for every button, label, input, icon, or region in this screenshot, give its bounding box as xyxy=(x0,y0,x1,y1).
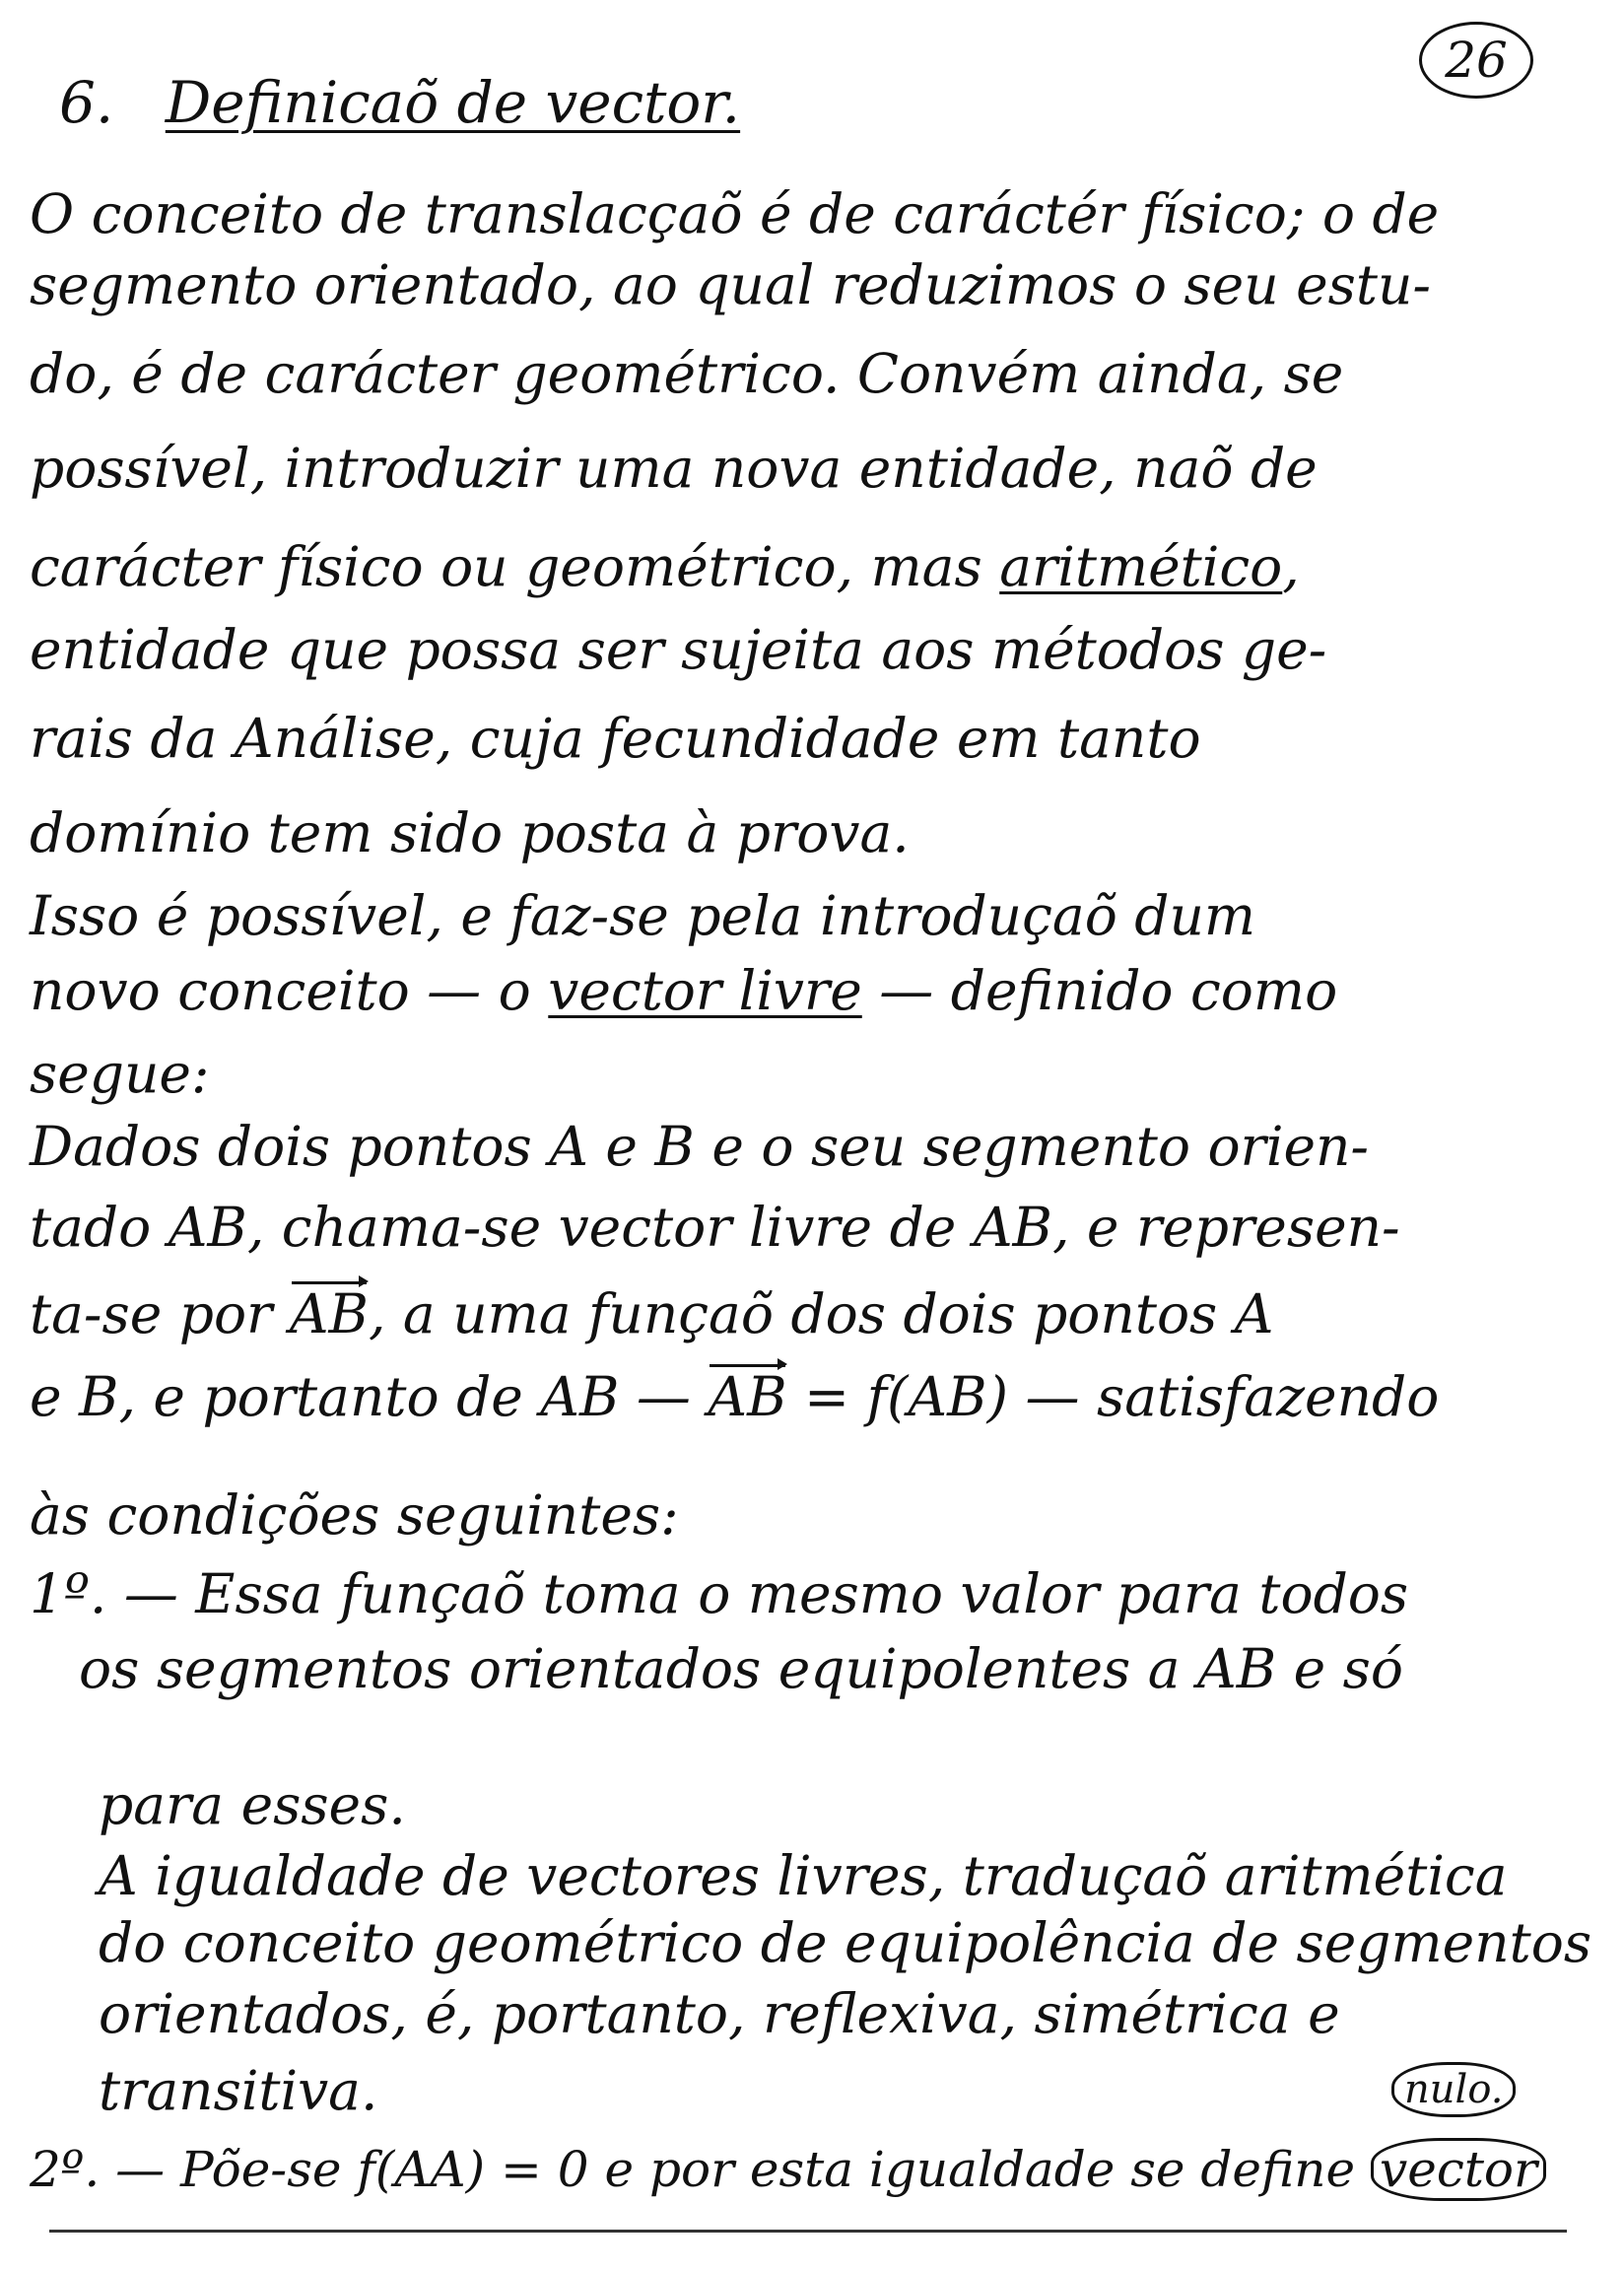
underlined-word-vector-livre: vector livre xyxy=(548,959,862,1022)
text-line-22: orientados, é, portanto, reflexiva, simétrica e xyxy=(99,1982,1340,2045)
text-line-24: 2º. — Põe-se f(AA) = 0 e por esta igualdade se define vector xyxy=(30,2145,1546,2194)
text-line-19: para esses. xyxy=(99,1773,406,1836)
section-heading xyxy=(59,69,740,136)
text-line-9: Isso é possível, e faz-se pela introduçaõ dum xyxy=(30,884,1256,947)
text-line-23: transitiva. xyxy=(99,2059,378,2122)
text-line-18: os segmentos orientados equipolentes a AB e só xyxy=(79,1637,1404,1700)
text-line-15: e B, e portanto de AB — AB = f(AB) — satisfazendo xyxy=(30,1365,1440,1428)
underlined-word-aritmetico: aritmético xyxy=(999,535,1283,598)
vector-symbol: AB xyxy=(708,1365,787,1428)
page-number: 26 xyxy=(1419,22,1533,99)
text-line-13: tado AB, chama-se vector livre de AB, e represen- xyxy=(30,1196,1400,1259)
text-line-8: domínio tem sido posta à prova. xyxy=(30,801,910,864)
text-line-1: O conceito de translacçaõ é de caráctér físico; o de xyxy=(30,182,1440,245)
text-line-2: segmento orientado, ao qual reduzimos o seu estu- xyxy=(30,253,1431,316)
text-line-20: A igualdade de vectores livres, traduçaõ aritmética xyxy=(99,1844,1508,1907)
text-line-10: novo conceito — o vector livre — definido como xyxy=(30,959,1338,1022)
section-number: 6. xyxy=(59,69,114,136)
text-line-14: ta-se por AB, a uma funçaõ dos dois pontos A xyxy=(30,1282,1274,1345)
text-line-5: carácter físico ou geométrico, mas aritmético, xyxy=(30,535,1300,598)
text-line-16: às condições seguintes: xyxy=(30,1483,679,1547)
bottom-rule xyxy=(49,2230,1567,2233)
vector-symbol: AB xyxy=(289,1282,369,1345)
text-line-4: possível, introduzir uma nova entidade, naõ de xyxy=(30,437,1318,500)
text-line-7: rais da Análise, cuja fecundidade em tanto xyxy=(30,707,1201,770)
text-line-3: do, é de carácter geométrico. Convém ainda, se xyxy=(30,342,1344,405)
text-line-21: do conceito geométrico de equipolência de segmentos xyxy=(99,1911,1592,1974)
text-line-6: entidade que possa ser sujeita aos métodos ge- xyxy=(30,618,1327,681)
text-line-12: Dados dois pontos A e B e o seu segmento orien- xyxy=(30,1115,1369,1178)
circled-word-vector: vector xyxy=(1371,2138,1546,2201)
section-title: Definicaõ de vector. xyxy=(165,69,741,136)
text-line-17: 1º. — Essa funçaõ toma o mesmo valor para todos xyxy=(30,1562,1409,1625)
margin-note: nulo. xyxy=(1391,2062,1516,2117)
text-line-11: segue: xyxy=(30,1042,210,1105)
